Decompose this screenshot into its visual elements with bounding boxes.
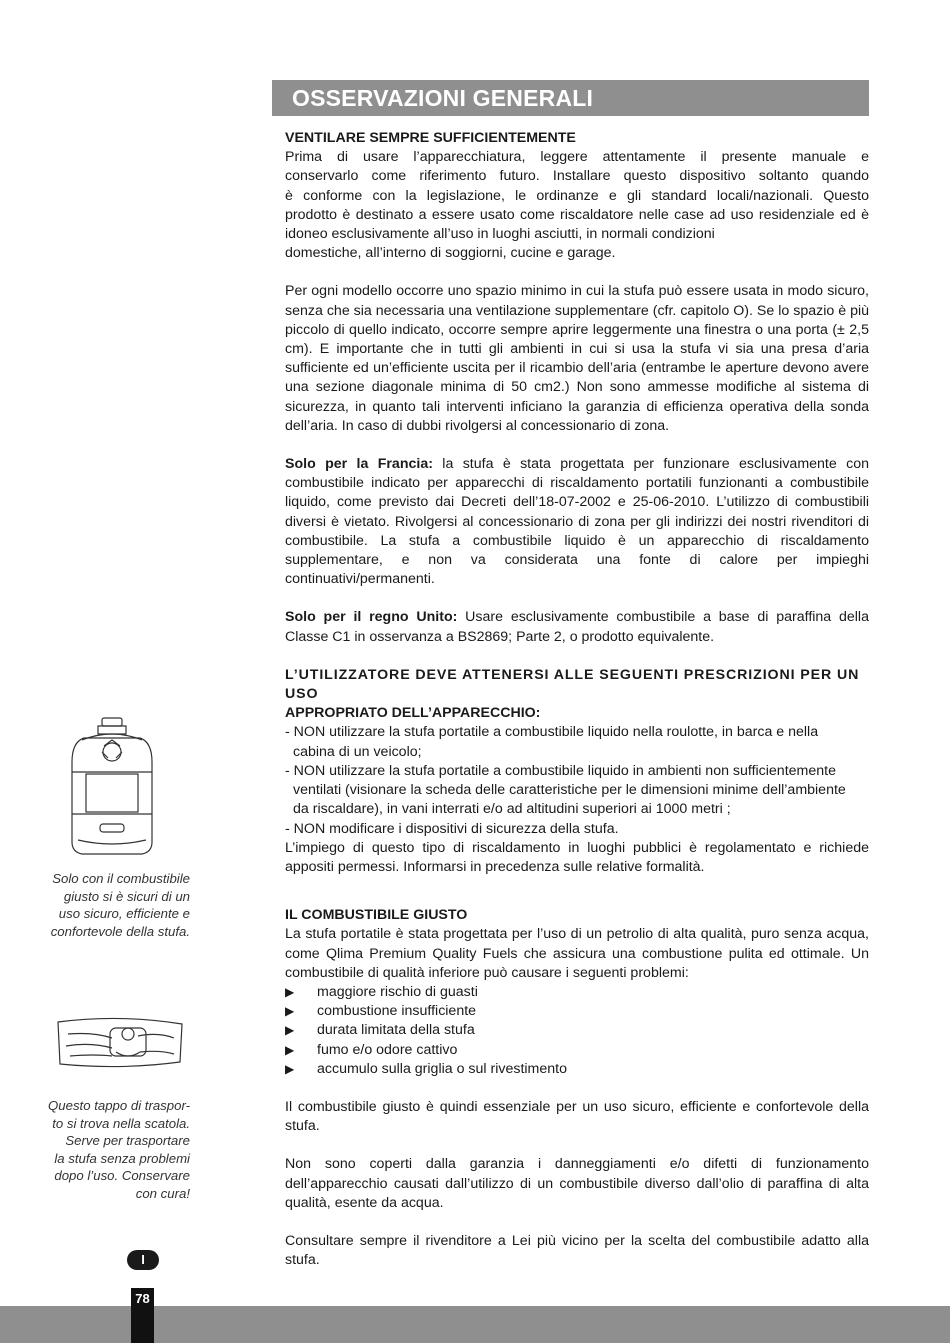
ventilation-line: idoneo esclusivamente all’uso in luoghi asciutti, in normali condizioni bbox=[285, 226, 715, 243]
rule-item: - NON utilizzare la stufa portatile a combustibile liquido nella roulotte, in barca e nella bbox=[285, 724, 819, 741]
triangle-bullet-icon: ▶ bbox=[285, 1061, 295, 1076]
list-item: ▶ durata limitata della stufa bbox=[285, 1021, 869, 1040]
rule-note: L’impiego di questo tipo di riscaldamento in luoghi pubblici è regolamentato e richiede appositi permessi. Informarsi in precedenza sulle relative formalità. bbox=[285, 839, 869, 875]
list-item: ▶ maggiore rischio di guasti bbox=[285, 983, 869, 1002]
triangle-bullet-icon: ▶ bbox=[285, 984, 295, 999]
list-item: ▶ fumo e/o odore cattivo bbox=[285, 1041, 869, 1060]
rule-item: - NON modificare i dispositivi di sicurezza della stufa. bbox=[285, 820, 619, 837]
ventilation-line: prodotto è destinato a essere usato come riscaldatore nelle case ad uso residenziale ed è bbox=[285, 206, 869, 223]
triangle-bullet-icon: ▶ bbox=[285, 1023, 295, 1038]
fuel-paragraph: Il combustibile giusto è quindi essenziale per un uso sicuro, efficiente e confortevole della stufa. bbox=[285, 1098, 869, 1135]
fuel-warranty-paragraph: Non sono coperti dalla garanzia i danneggiamenti e/o difetti di funzionamento dell’apparecchio causati dall’utilizzo di un combustibile diverso dall’olio di paraffina di alta qualità, esente da acqua. bbox=[285, 1156, 869, 1211]
ventilation-line: è conforme con la legislazione, le ordinanze e gli standard locali/nazionali. Questo bbox=[285, 187, 869, 204]
triangle-bullet-icon: ▶ bbox=[285, 1042, 295, 1057]
rule-item-continuation: ventilati (visionare la scheda delle caratteristiche per le dimensioni minime dell’ambiente bbox=[293, 782, 846, 799]
france-label: Solo per la Francia: bbox=[285, 456, 433, 473]
page-title: OSSERVAZIONI GENERALI bbox=[292, 85, 594, 111]
fuel-canister-illustration bbox=[64, 714, 160, 864]
section-title-bar bbox=[272, 80, 869, 116]
transport-cap-caption: Questo tappo di traspor- to si trova nella scatola. Serve per trasportare la stufa senza problemi dopo l’uso. Conservare con cura! bbox=[48, 1098, 190, 1201]
fuel-caption: Solo con il combustibile giusto si è sicuri di un uso sicuro, efficiente e confortevole della stufa. bbox=[50, 871, 190, 939]
user-rules-heading-line1: L’UTILIZZATORE DEVE ATTENERSI ALLE SEGUENTI PRESCRIZIONI PER UN USO bbox=[285, 666, 860, 703]
fuel-problems-list bbox=[285, 983, 869, 1079]
ventilation-heading: VENTILARE SEMPRE SUFFICIENTEMENTE bbox=[285, 130, 576, 146]
uk-label: Solo per il regno Unito: bbox=[285, 609, 458, 626]
fuel-intro: La stufa portatile è stata progettata per l’uso di un petrolio di alta qualità, puro senza acqua, come Qlima Premium Quality Fuels che assicura una combustione pulita ed ottimale. Un combustibile di qualità inferiore può causare i seguenti problemi: bbox=[285, 926, 869, 981]
uk-text: Usare esclusivamente combustibile a base di paraffina della Classe C1 in osservanza a BS2869; Parte 2, o prodotto equivalente. bbox=[285, 609, 869, 645]
fuel-heading: IL COMBUSTIBILE GIUSTO bbox=[285, 907, 468, 924]
ventilation-line: Prima di usare l’apparecchiatura, leggere attentamente il presente manuale e bbox=[285, 149, 869, 166]
list-item: ▶ accumulo sulla griglia o sul rivestimento bbox=[285, 1060, 869, 1079]
triangle-bullet-icon: ▶ bbox=[285, 1004, 295, 1019]
list-item: ▶ combustione insufficiente bbox=[285, 1002, 869, 1021]
language-badge: I bbox=[127, 1250, 159, 1270]
transport-cap-illustration bbox=[54, 1012, 186, 1072]
ventilation-line: conservarlo come riferimento futuro. Installare questo dispositivo soltanto quando bbox=[285, 168, 869, 185]
france-paragraph bbox=[285, 455, 869, 589]
main-content bbox=[285, 129, 869, 1270]
rule-item: - NON utilizzare la stufa portatile a combustibile liquido in ambienti non sufficientemente bbox=[285, 762, 836, 779]
rule-item-continuation: cabina di un veicolo; bbox=[293, 743, 422, 760]
ventilation-line: domestiche, all’interno di soggiorni, cucine e garage. bbox=[285, 245, 616, 262]
page-number: 78 bbox=[135, 1291, 150, 1306]
rule-item-continuation: da riscaldare), in vani interrati e/o ad altitudini superiori ai 1000 metri ; bbox=[293, 801, 731, 818]
ventilation-paragraph: Per ogni modello occorre uno spazio minimo in cui la stufa può essere usata in modo sicuro, senza che sia necessaria una ventilazione supplementare (cfr. capitolo O). Se lo spazio è più piccolo di quello indicato, occorre sempre aprire leggermente una finestra o una porta (± 2,5 cm). E importante che in tutti gli ambienti in cui si usa la stufa vi sia una presa d’aria sufficiente ed un’efficiente uscita per il ricambio dell’aria (entrambe le aperture devono avere una sezione diagonale minima di 50 cm2.) Non sono ammesse modifiche al sistema di sicurezza, in quanto tali interventi inficiano la garanzia di efficienza operativa della sonda dell’aria. In caso di dubbi rivolgersi al concessionario di zona. bbox=[285, 283, 869, 434]
uk-paragraph bbox=[285, 608, 869, 646]
france-text: la stufa è stata progettata per funzionare esclusivamente con combustibile indicato per apparecchi di riscaldamento portatili funzionanti a combustibile liquido, come previsto dai Decreti dell’18-07-2002 e 25-06-2010. L’utilizzo di combustibili diversi è vietato. Rivolgersi al concessionario di zona per gli indirizzi dei nostri rivenditori di combustibile. La stufa a combustibile liquido è un apparecchio di riscaldamento supplementare, e non va considerata una fonte di calore per impieghi continuativi/permanenti. bbox=[285, 456, 869, 588]
user-rules-heading-line2: APPROPRIATO DELL’APPARECCHIO: bbox=[285, 705, 541, 722]
fuel-dealer-paragraph: Consultare sempre il rivenditore a Lei più vicino per la scelta del combustibile adatto alla stufa. bbox=[285, 1232, 869, 1269]
